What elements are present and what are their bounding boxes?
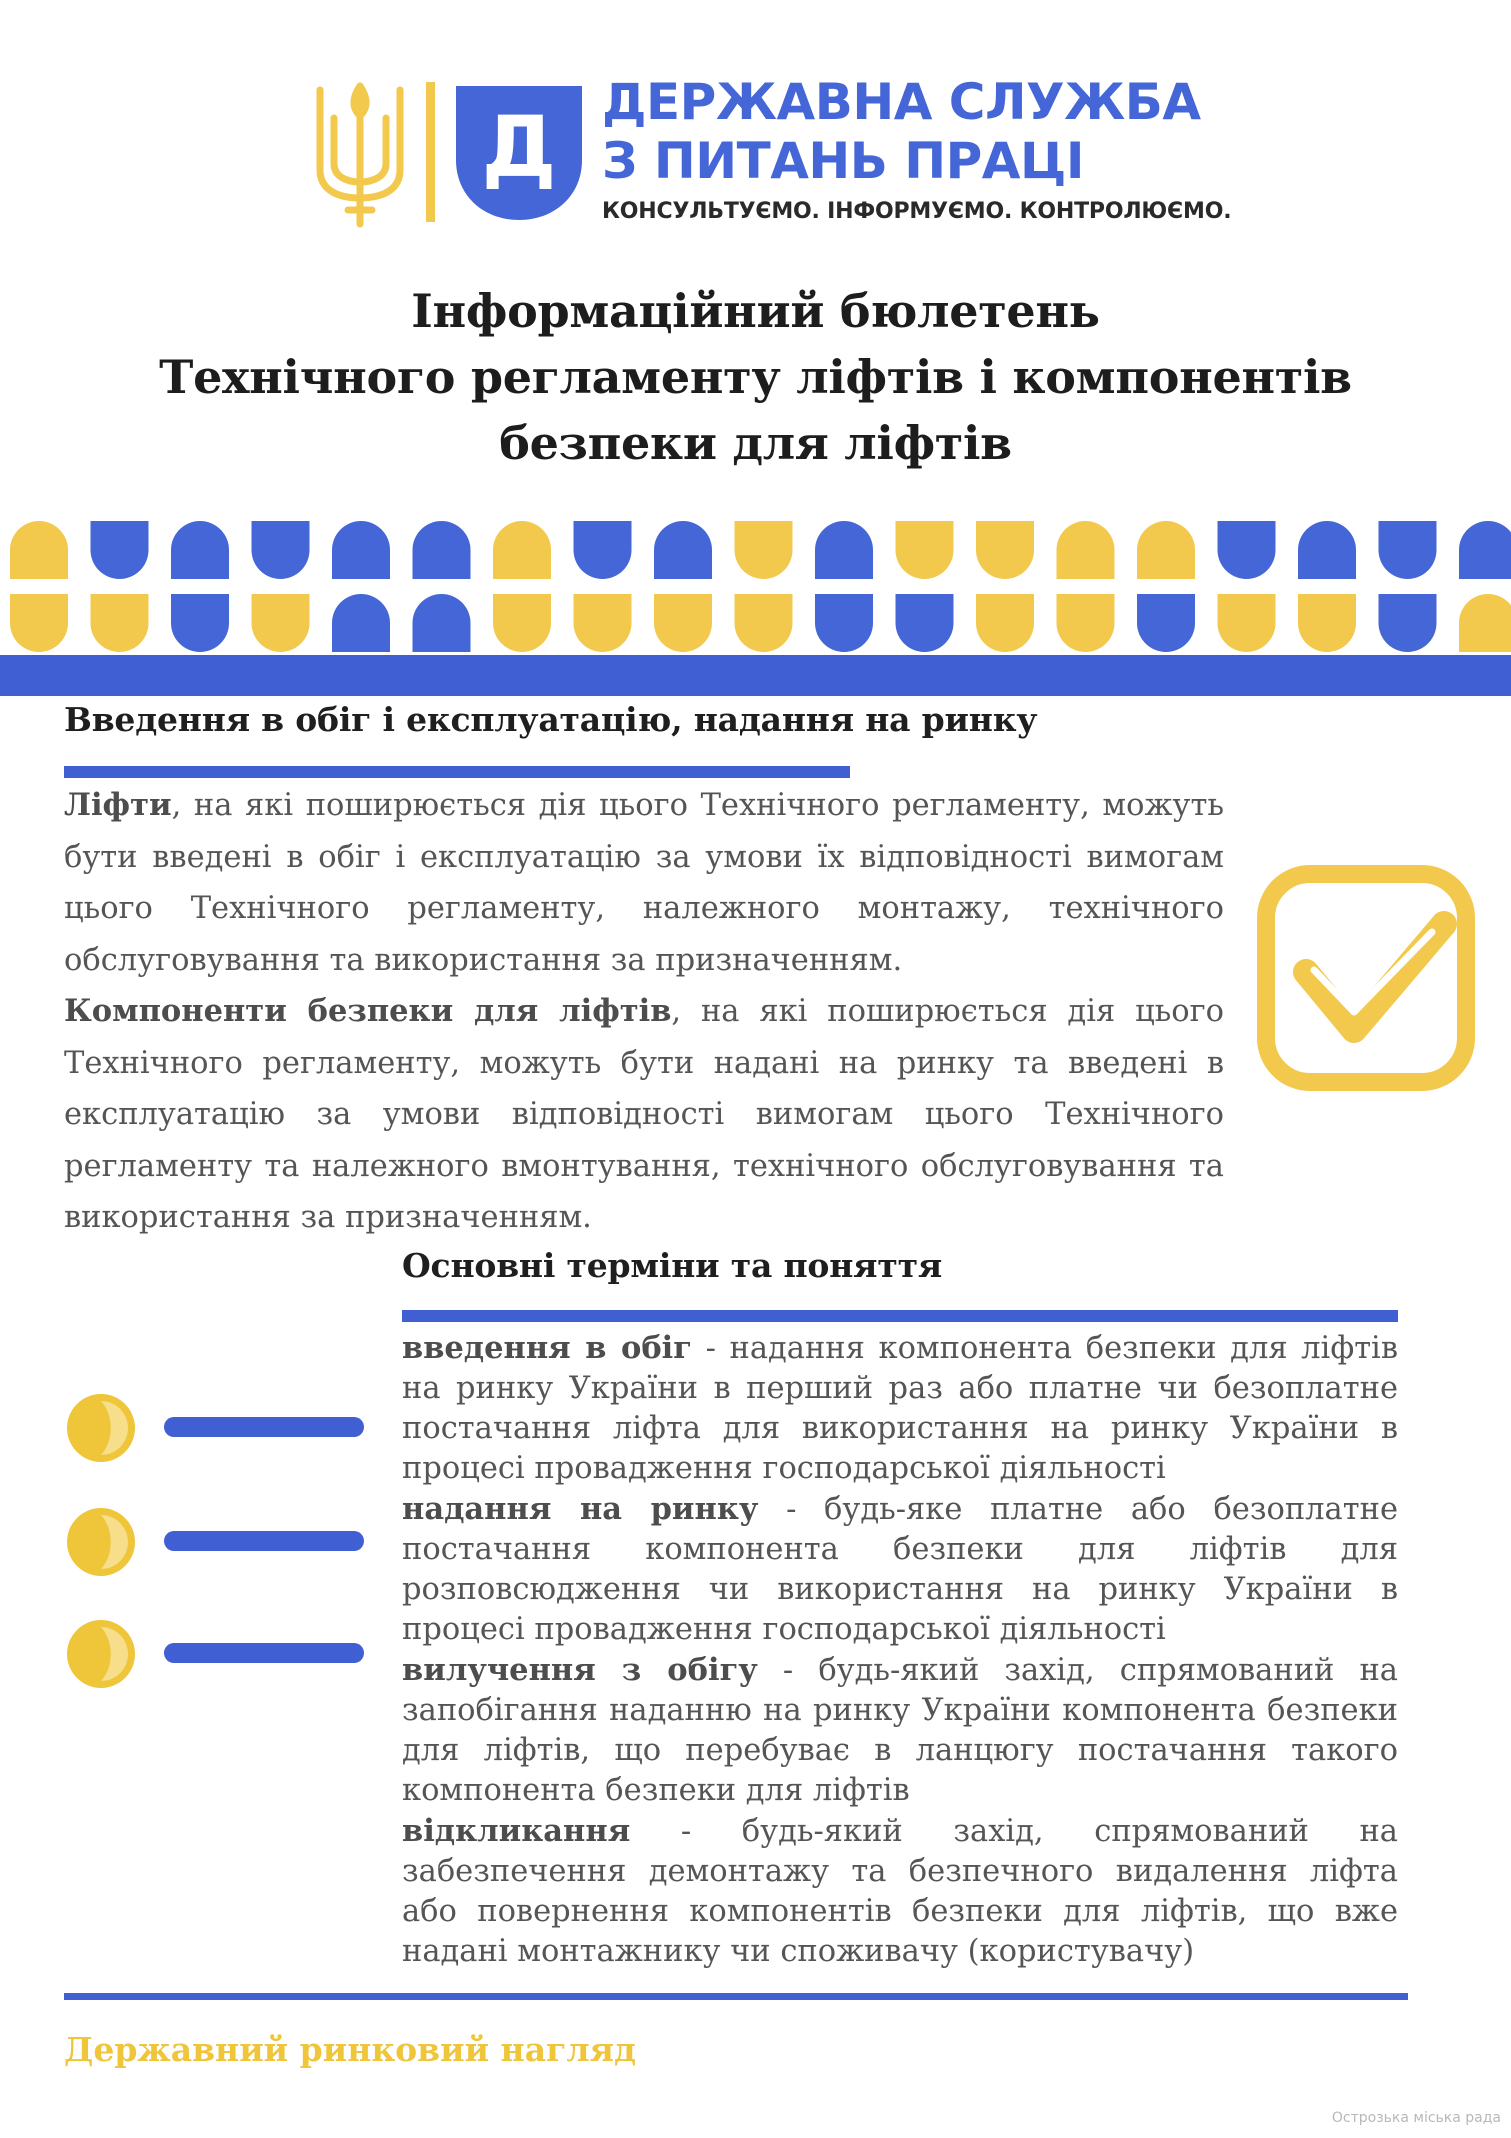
term-definition: - надання компонента безпеки для ліфтів на ринку України в перший раз або платне чи безоплатне постачання ліфта для використання на ринку України в процесі провадження господарської діяльності (402, 1331, 1398, 1486)
paragraph-lifts-text: , на які поширюється дія цього Технічного регламенту, можуть бути введені в обіг і експлуатацію за умови їх відповідності вимогам цього Технічного регламенту, належного монтажу, технічного обслуговування та використання за призначенням. (64, 788, 1224, 978)
term-name: введення в обіг (402, 1330, 692, 1366)
term-definition: - будь-який захід, спрямований на запобігання наданню на ринку України компонента безпеки для ліфтів, що перебуває в ланцюгу постачання такого компонента безпеки для ліфтів (402, 1653, 1398, 1808)
pattern-shape (1137, 521, 1195, 579)
decorative-pattern (0, 518, 1511, 698)
section-body (64, 780, 1224, 1244)
footer-title: Державний ринковий нагляд (64, 2030, 636, 2069)
org-name-line1: ДЕРЖАВНА СЛУЖБА (602, 73, 1201, 131)
pattern-shape (91, 521, 149, 579)
pattern-shape (1298, 521, 1356, 579)
bullet-circle-icon (66, 1393, 136, 1463)
term-name: надання на ринку (402, 1491, 759, 1527)
trident-icon (312, 78, 408, 230)
pattern-shape (1057, 521, 1115, 579)
term-item (402, 1489, 1398, 1650)
section-heading-terms: Основні терміни та поняття (402, 1246, 943, 1285)
term-name: відкликання (402, 1813, 631, 1849)
pattern-shape (1137, 594, 1195, 652)
pattern-shape (1298, 594, 1356, 652)
header-divider (426, 82, 435, 222)
section-underline (64, 766, 850, 778)
term-lifts: Ліфти (64, 787, 172, 823)
paragraph-safety-components (64, 986, 1224, 1244)
section-heading-introduction: Введення в обіг і експлуатацію, надання на ринку (64, 700, 1038, 739)
pattern-shape (413, 594, 471, 652)
bullet-circle-icon (66, 1507, 136, 1577)
pattern-shape (1459, 594, 1511, 652)
logo-letter: Д (481, 98, 557, 196)
pattern-shape (815, 594, 873, 652)
pattern-shape (171, 521, 229, 579)
org-name-line2: З ПИТАНЬ ПРАЦІ (602, 132, 1084, 190)
pattern-shape (1379, 594, 1437, 652)
shield-logo-icon (450, 80, 588, 226)
pattern-shape (91, 594, 149, 652)
bullet-circle-icon (66, 1619, 136, 1689)
pattern-shape (332, 594, 390, 652)
pattern-shape (1218, 594, 1276, 652)
document-title (0, 278, 1511, 476)
pattern-shape (735, 594, 793, 652)
term-item (402, 1811, 1398, 1972)
paragraph-lifts (64, 780, 1224, 986)
term-name: вилучення з обігу (402, 1652, 758, 1688)
title-line2: Технічного регламенту ліфтів і компонентів (159, 350, 1352, 404)
term-definition: - будь-яке платне або безоплатне постачання компонента безпеки для ліфтів для розповсюдження чи використання на ринку України в процесі провадження господарської діяльності (402, 1492, 1398, 1647)
pattern-shape (493, 594, 551, 652)
term-item (402, 1650, 1398, 1811)
pattern-shape (654, 521, 712, 579)
pattern-shape (1379, 521, 1437, 579)
tagline: КОНСУЛЬТУЄМО. ІНФОРМУЄМО. КОНТРОЛЮЄМО. (602, 199, 1232, 224)
pattern-shape (815, 521, 873, 579)
pattern-shape (976, 594, 1034, 652)
bullet-line (164, 1417, 364, 1437)
bullet-line (164, 1531, 364, 1551)
pattern-shape (10, 521, 68, 579)
paragraph-safety-components-text: , на які поширюється дія цього Технічного регламенту, можуть бути надані на ринку та введені в експлуатацію за умови відповідності вимогам цього Технічного регламенту та належного вмонтування, технічного обслуговування та використання за призначенням. (64, 994, 1224, 1235)
pattern-shape (896, 521, 954, 579)
pattern-shape (574, 594, 632, 652)
title-line3: безпеки для ліфтів (499, 416, 1012, 470)
pattern-shape (1459, 521, 1511, 579)
pattern-shape (1218, 521, 1276, 579)
pattern-shape (413, 521, 471, 579)
terms-list (402, 1328, 1398, 1972)
pattern-shape (10, 594, 68, 652)
pattern-shape (171, 594, 229, 652)
pattern-shape (976, 521, 1034, 579)
pattern-shape (654, 594, 712, 652)
bullet-line (164, 1643, 364, 1663)
checkmark-box-icon (1254, 862, 1478, 1094)
title-line1: Інформаційний бюлетень (411, 284, 1100, 338)
section-underline (402, 1310, 1398, 1322)
pattern-shape (252, 521, 310, 579)
pattern-shape (574, 521, 632, 579)
term-safety-components: Компоненти безпеки для ліфтів (64, 993, 672, 1029)
pattern-shape (1057, 594, 1115, 652)
pattern-shape (252, 594, 310, 652)
footer-rule (64, 1993, 1408, 2000)
pattern-shape (896, 594, 954, 652)
term-definition: - будь-який захід, спрямований на забезпечення демонтажу та безпечного видалення ліфта або повернення компонентів безпеки для ліфтів, що вже надані монтажнику чи споживачу (користувачу) (402, 1814, 1398, 1969)
watermark: Острозька міська рада (1331, 2110, 1501, 2126)
pattern-shape (735, 521, 793, 579)
pattern-shape (493, 521, 551, 579)
term-item (402, 1328, 1398, 1489)
pattern-shape (332, 521, 390, 579)
